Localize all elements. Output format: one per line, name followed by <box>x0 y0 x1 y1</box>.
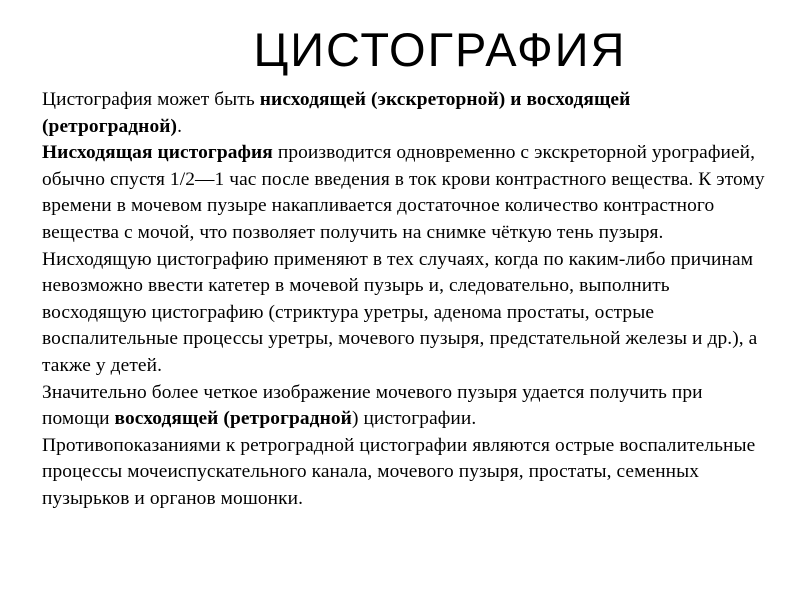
paragraph-contraindications <box>42 433 772 513</box>
paragraph-types-emphasis: нисходящей (экскреторной) и восходящей (ретроградной) <box>42 89 631 137</box>
page-title: ЦИСТОГРАФИЯ <box>253 23 627 76</box>
paragraph-ascending <box>42 380 772 433</box>
paragraph-descending-term: Нисходящая цистография <box>42 142 273 164</box>
body-text <box>42 87 772 513</box>
paragraph-ascending-text: Значительно более четкое изображение мочевого пузыря удается получить при помощи <box>42 381 703 430</box>
paragraph-types <box>42 87 772 140</box>
paragraph-ascending-end: ) цистографии. <box>351 408 477 430</box>
paragraph-descending-text: производится одновременно с экскреторной урографией, обычно спустя 1/2—1 час после введения в ток крови контрастного вещества. К этому времени в мочевом пузыре накапливается достаточное количество контрастного вещества с мочой, что позволяет получить на снимке чёткую тень пузыря. Нисходящую цистографию применяют в тех случаях, когда по каким-либо причинам невозможно ввести катетер в мочевой пузырь и, следовательно, выполнить восходящую цистографию (стриктура уретры, аденома простаты, острые воспалительные процессы уретры, мочевого пузыря, предстательной железы и др.), а также у детей. <box>42 142 765 376</box>
paragraph-types-text: Цистография может быть <box>42 89 260 110</box>
paragraph-types-end: . <box>177 115 183 137</box>
paragraph-ascending-term: восходящей (ретроградной <box>114 408 352 430</box>
paragraph-contraindications-text: Противопоказаниями к ретроградной цистографии являются острые воспалительные процессы мочеиспускательного канала, мочевого пузыря, простаты, семенных пузырьков и органов мошонки. <box>42 434 756 509</box>
paragraph-descending <box>42 140 772 379</box>
